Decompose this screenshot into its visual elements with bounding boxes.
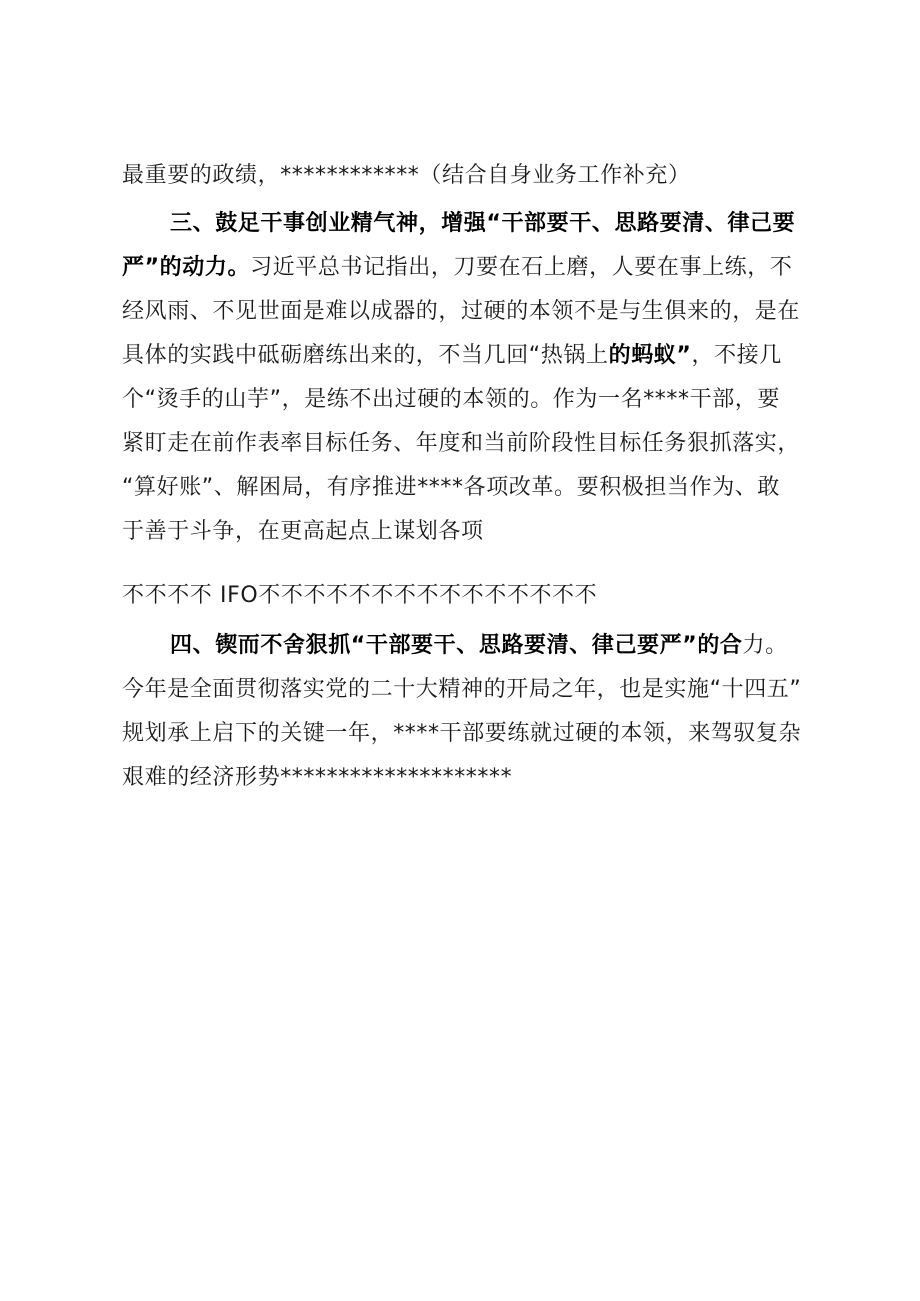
paragraph-line — [122, 517, 484, 547]
text: “算好账”、解困局，有序推进****各项改革。要积极担当作为、敢 — [122, 475, 780, 500]
text: 个“烫手的山芋”，是练不出过硬的本领的。作为一名****干部，要 — [122, 387, 780, 412]
bold-text: 的蚂蚁” — [608, 343, 692, 368]
text: 不不不不 IFO不不不不不不不不不不不不不不不 — [122, 583, 598, 608]
section-heading — [170, 209, 795, 239]
text: 紧盯走在前作表率目标任务、年度和当前阶段性目标任务狠抓落实， — [122, 431, 801, 456]
paragraph-line — [122, 253, 792, 283]
heading-text-continued: 严”的动力。 — [122, 255, 251, 280]
text: 规划承上启下的关键一年，****干部要练就过硬的本领，来驾驭复杂 — [122, 721, 802, 746]
paragraph-line — [122, 675, 801, 705]
text: 于善于斗争，在更高起点上谋划各项 — [122, 519, 484, 544]
paragraph-line — [122, 385, 780, 415]
paragraph-line — [122, 763, 512, 793]
paragraph-line — [122, 473, 780, 503]
garbled-line — [122, 581, 597, 611]
paragraph-line — [122, 429, 800, 459]
text: ，不接几 — [691, 343, 782, 368]
text: 最重要的政绩，************（结合自身业务工作补充） — [122, 163, 691, 188]
text: 今年是全面贯彻落实党的二十大精神的开局之年，也是实施“十四五” — [122, 677, 802, 702]
paragraph-line — [122, 297, 800, 327]
paragraph-line — [122, 341, 782, 371]
text: 习近平总书记指出，刀要在石上磨，人要在事上练，不 — [250, 255, 793, 280]
paragraph-line — [122, 161, 691, 191]
text: 具体的实践中砥砺磨练出来的，不当几回“热锅上 — [122, 343, 609, 368]
heading-tail: 力。 — [742, 633, 788, 658]
heading-text: 四、锲而不舍狠抓“干部要干、思路要清、律己要严”的合 — [170, 633, 743, 658]
paragraph-line — [122, 719, 801, 749]
text: 艰难的经济形势******************** — [122, 765, 513, 790]
section-heading — [170, 631, 788, 661]
heading-text: 三、鼓足干事创业精气神，增强“干部要干、思路要清、律己要 — [170, 211, 796, 236]
text: 经风雨、不见世面是难以成器的，过硬的本领不是与生俱来的，是在 — [122, 299, 801, 324]
